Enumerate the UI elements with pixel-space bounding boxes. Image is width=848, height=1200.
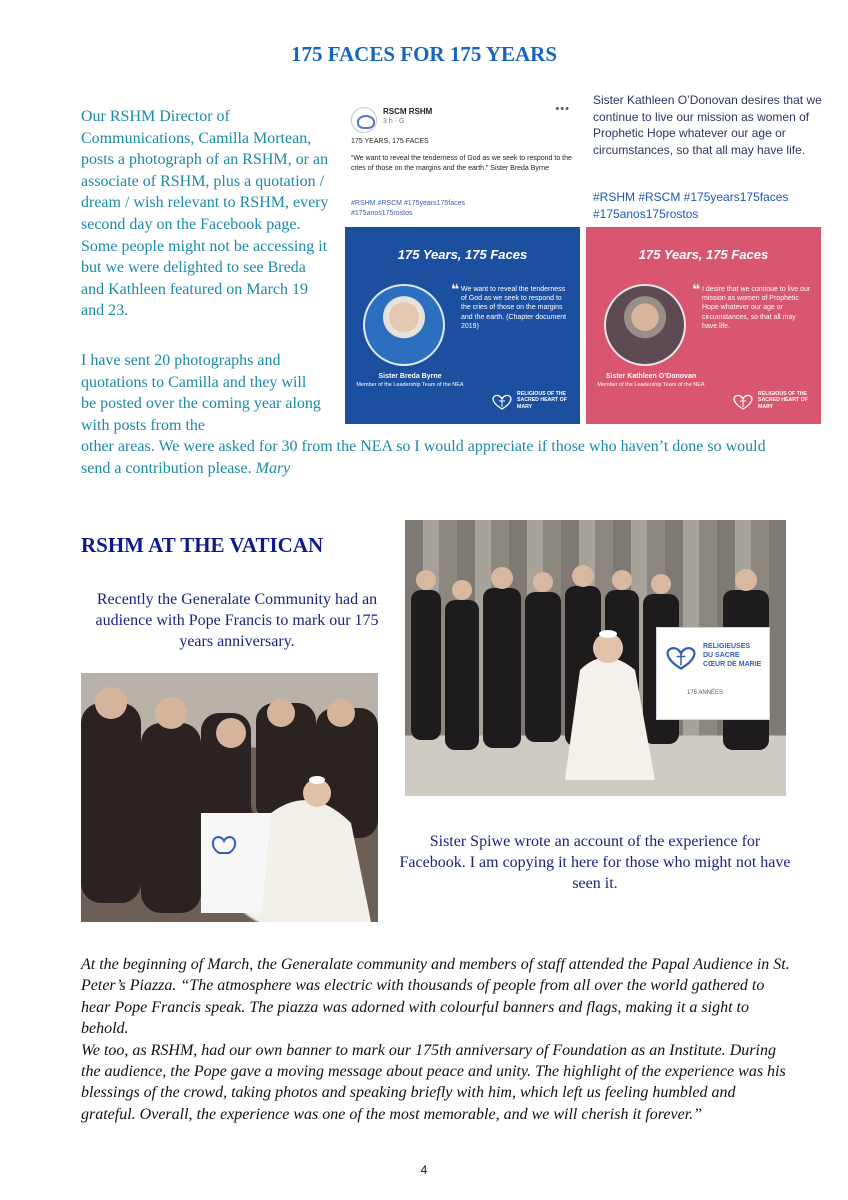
banner-text [703,642,769,669]
kathleen-caption: Sister Kathleen O’Donovan desires that we continue to live our mission as women of Prophetic Hope whatever our age or circumstances, so that all may have life. [593,93,822,157]
page-avatar-icon [351,107,377,133]
card-org-name: RELIGIOUS OF THE SACRED HEART OF MARY [517,391,567,410]
banner-line-3: CŒUR DE MARIE [703,661,762,668]
card-quote: I desire that we continue to live our mission as women of Prophetic Hope whatever our age or circumstances, so that all may have life. [702,286,811,330]
spiwe-account [81,954,791,1125]
card-title: 175 Years, 175 Faces [638,247,769,262]
card-name: Sister Kathleen O’Donovan [605,373,697,380]
kathleen-hashtags [593,189,823,223]
vatican-caption: Recently the Generalate Community had an audience with Pope Francis to mark our 175 years anniversary. [95,591,379,650]
quote-icon: ❝ [692,281,701,297]
intro-paragraph-end-text: other areas. We were asked for 30 from the NEA so I would appreciate if those who haven’t done so would send a contribution please. [81,438,766,477]
fb-post-heading: 175 YEARS, 175 FACES [351,138,429,145]
card-role: Member of the Leadership Team of the NEA [597,382,705,388]
kathleen-hashtags-line1: #RSHM #RSCM #175years175faces [593,190,789,204]
intro-paragraph-end [81,436,781,479]
fb-post-quote: “We want to reveal the tenderness of God as we seek to respond to the cries of those on the margins and the earth.” Sister Breda Byrne [351,155,572,172]
fb-hashtags-line1: #RSHM #RSCM #175years175faces [351,200,465,207]
rshm-heart-logo-icon [490,393,514,411]
portrait-photo [363,284,445,366]
facebook-post [345,97,580,222]
card-name: Sister Breda Byrne [378,373,442,380]
banner-line-1: RELIGIEUSES [703,643,751,650]
card-kathleen-odonovan [586,227,821,424]
rshm-heart-logo-icon [731,393,755,411]
group-photo-with-pope [405,520,786,796]
signature: Mary [255,459,291,477]
section-title-175-faces: 175 FACES FOR 175 YEARS [290,42,558,66]
fb-post-time: 3 h · G [383,118,405,125]
card-quote: We want to reveal the tenderness of God as we seek to respond to the cries of those on the margins and the earth. (Chapter document 2019) [461,286,567,330]
intro-paragraph-continued: I have sent 20 photographs and quotations to Camilla and they will be posted over the coming year along with posts from the [81,352,321,434]
intro-paragraph: Our RSHM Director of Communications, Camilla Mortean, posts a photograph of an RSHM, or an associate of RSHM, plus a quotation / dream / wish relevant to RSHM, every second day on the Facebook page. Some people might not be accessing it but we were delighted to see Breda and Kathleen featured on March 19 and 23. [81,108,329,320]
banner-line-2: DU SACRE [703,652,740,659]
photo-greeting-pope [81,673,378,922]
fb-hashtags-line2: #175anos175rostos [351,209,413,217]
fb-post-hashtags [351,199,573,218]
spiwe-caption: Sister Spiwe wrote an account of the experience for Facebook. I am copying it here for those who might not have seen it. [399,833,791,892]
greeting-photo-illustration [81,673,378,922]
kathleen-hashtags-line2: #175anos175rostos [593,207,699,221]
card-role: Member of the Leadership Team of the NEA [356,382,464,388]
account-paragraph-2: We too, as RSHM, had our own banner to mark our 175th anniversary of Foundation as an Institute. During the audience, the Pope gave a moving message about peace and unity. The highlight of the experience was his blessings of the crowd, taking photos and speaking briefly with him, which left us feeling humbled and grateful. Overall, the experience was one of the most memorable, and we will cherish it forever.” [81,1041,786,1123]
rshm-banner [656,627,770,720]
section-title-vatican: RSHM AT THE VATICAN [81,533,324,557]
account-paragraph-1: At the beginning of March, the Generalate community and members of staff attended the Papal Audience in St. Peter’s Piazza. “The atmosphere was electric with thousands of people from all over the world gathered to hear Pope Francis speak. The piazza was adorned with colourful banners and flags, making it a sight to behold. [81,956,790,1038]
banner-heart-logo-icon [663,644,699,672]
card-title: 175 Years, 175 Faces [397,247,528,262]
portrait-photo [604,284,686,366]
page-number: 4 [420,1163,428,1177]
more-options-icon: ••• [555,103,570,115]
fb-page-name: RSCM RSHM [383,107,433,116]
banner-anniversary: 175 ANNÉES [687,690,724,696]
card-breda-byrne [345,227,580,424]
quote-icon: ❝ [451,281,460,297]
card-org-name: RELIGIOUS OF THE SACRED HEART OF MARY [758,391,808,410]
